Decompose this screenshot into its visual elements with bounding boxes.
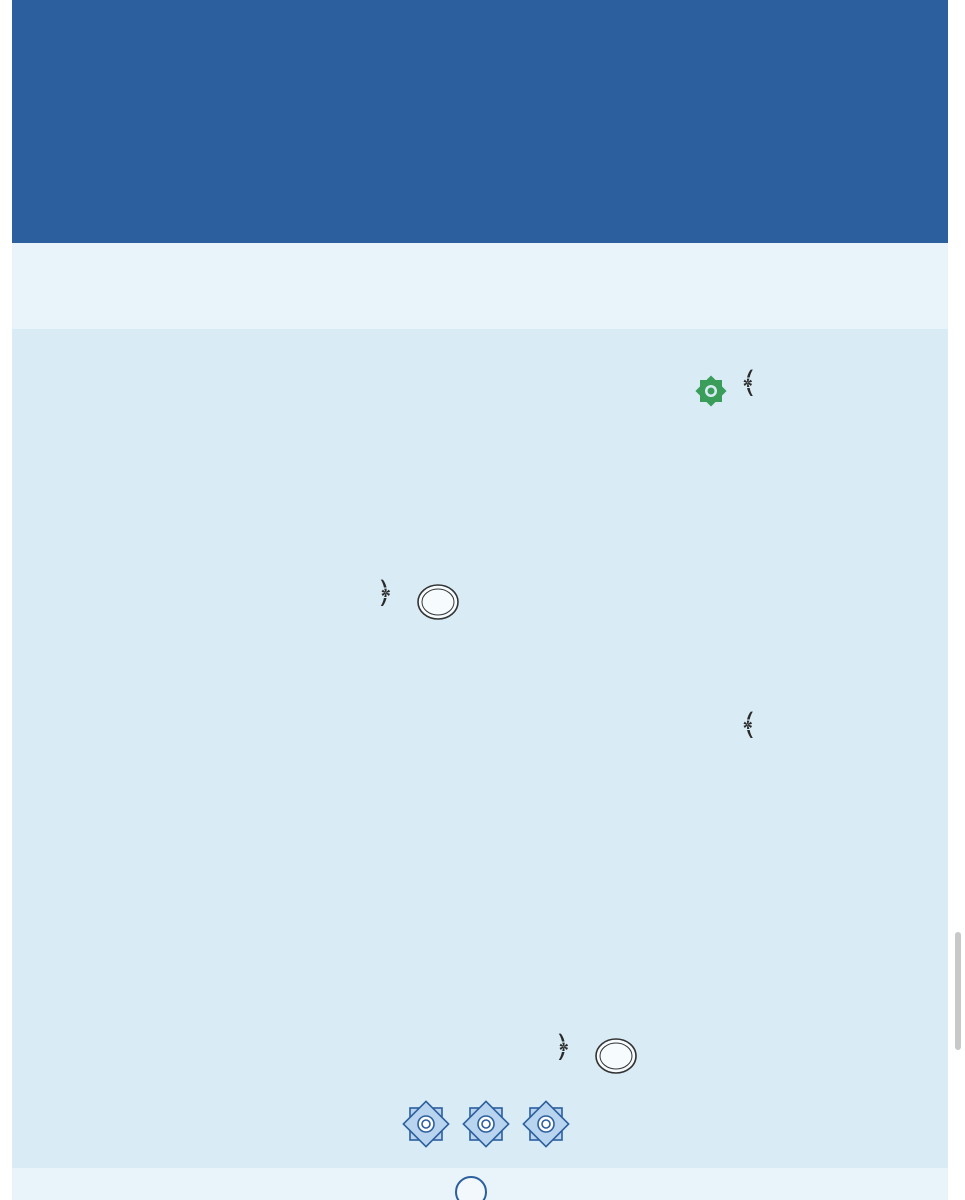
rub-el-hizb-icon bbox=[694, 374, 728, 408]
ornate-bracket-icon: ﴾ bbox=[740, 708, 758, 743]
scrollbar[interactable] bbox=[955, 932, 961, 1050]
ornate-bracket-icon: ﴿ bbox=[376, 576, 394, 611]
ayah-number bbox=[594, 1036, 638, 1076]
ayah-number bbox=[416, 582, 460, 622]
decorative-stars-icon bbox=[400, 1098, 576, 1150]
page-number bbox=[455, 1176, 487, 1200]
header-banner bbox=[12, 0, 948, 243]
ornate-bracket-icon: ﴿ bbox=[554, 1030, 572, 1065]
ornate-bracket-icon: ﴾ bbox=[740, 366, 758, 401]
page bbox=[12, 0, 948, 1200]
ornamental-border-top bbox=[12, 243, 948, 329]
